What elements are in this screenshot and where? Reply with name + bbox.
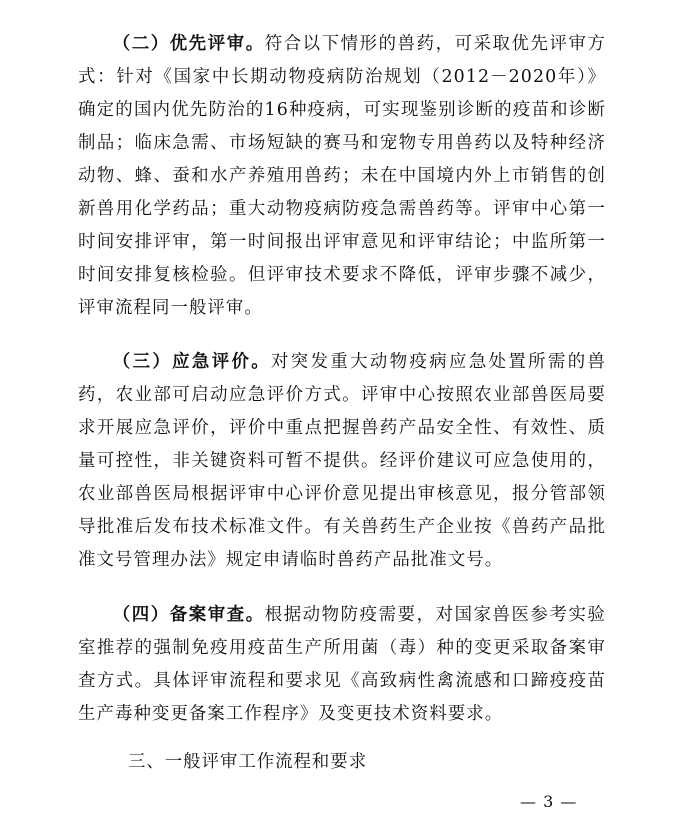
paragraph-lead: （二）优先评审。: [112, 34, 265, 54]
paragraph-priority-review: [78, 28, 606, 325]
paragraph-body: 符合以下情形的兽药，可采取优先评审方式：针对《国家中长期动物疫病防治规划（2012－2020年）》确定的国内优先防治的16种疫病，可实现鉴别诊断的疫苗和诊断制品；临床急需、市场短缺的赛马和宠物专用兽药以及特种经济动物、蜂、蚕和水产养殖用兽药；未在中国境内外上市销售的创新兽用化学药品；重大动物疫病防疫急需兽药等。评审中心第一时间安排评审，第一时间报出评审意见和评审结论；中监所第一时间安排复核检验。但评审技术要求不降低，评审步骤不减少，评审流程同一般评审。: [78, 34, 606, 318]
paragraph-lead: （三）应急评价。: [112, 352, 272, 372]
paragraph-emergency-evaluation: [78, 346, 606, 577]
section-heading: 三、一般评审工作流程和要求: [128, 752, 368, 772]
paragraph-body: 对突发重大动物疫病应急处置所需的兽药，农业部可启动应急评价方式。评审中心按照农业部兽医局要求开展应急评价，评价中重点把握兽药产品安全性、有效性、质量可控性，非关键资料可暂不提供。经评价建议可应急使用的，农业部兽医局根据评审中心评价意见提出审核意见，报分管部领导批准后发布技术标准文件。有关兽药生产企业按《兽药产品批准文号管理办法》规定申请临时兽药产品批准文号。: [78, 352, 606, 570]
page-number: — 3 —: [520, 792, 578, 811]
paragraph-filing-review: [78, 599, 606, 731]
paragraph-body: 根据动物防疫需要，对国家兽医参考实验室推荐的强制免疫用疫苗生产所用菌（毒）种的变更采取备案审查方式。具体评审流程和要求见《高致病性禽流感和口蹄疫疫苗生产毒种变更备案工作程序》及变更技术资料要求。: [78, 605, 606, 724]
paragraph-lead: （四）备案审查。: [112, 605, 265, 625]
